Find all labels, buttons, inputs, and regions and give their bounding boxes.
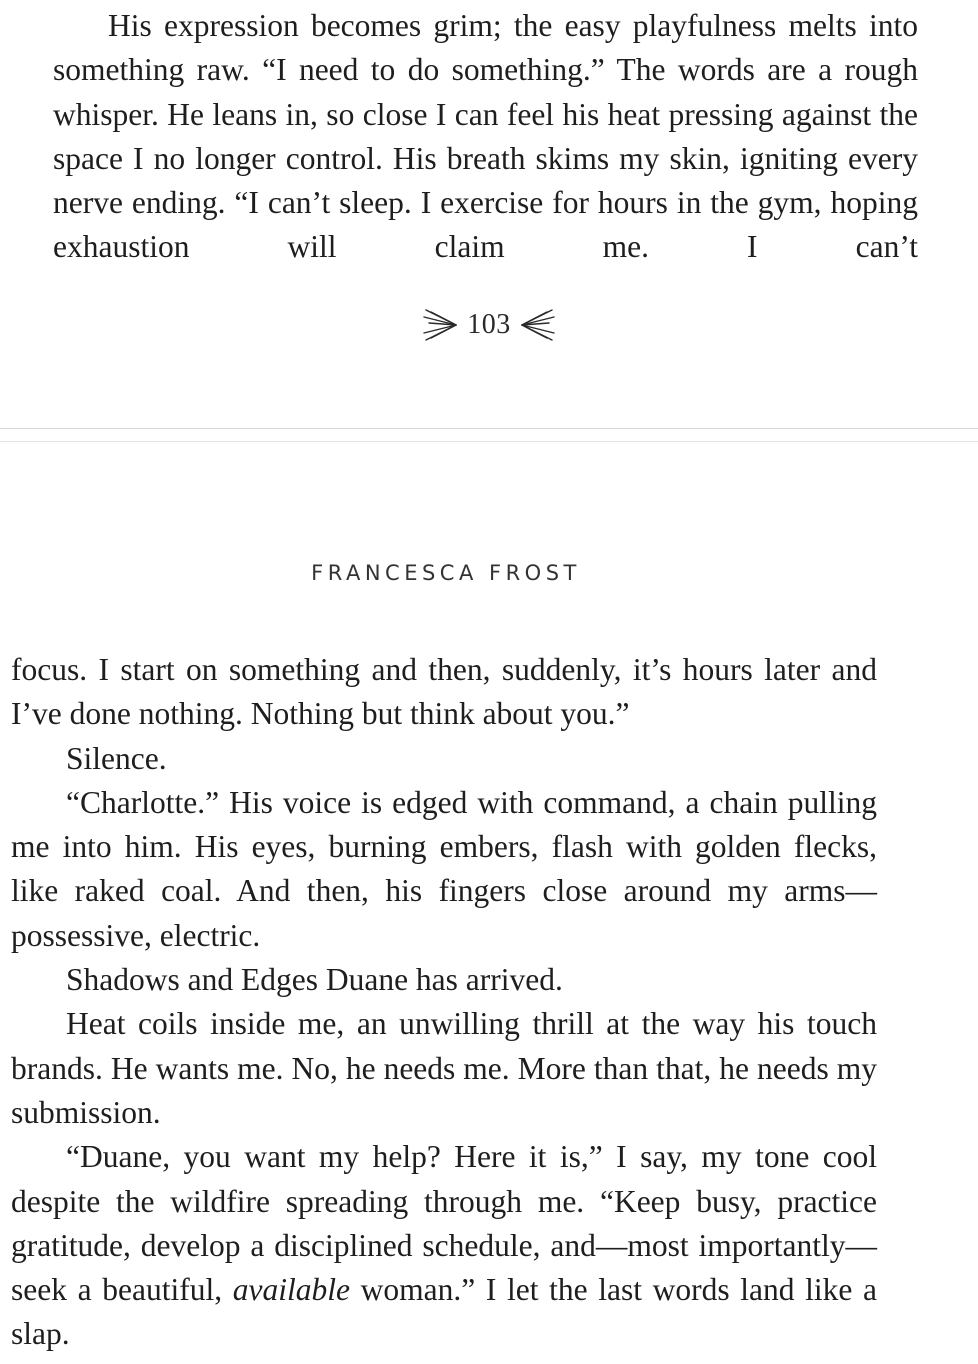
paragraph: focus. I start on something and then, suddenly, it’s hours later and I’ve done nothing. Nothing but think about you.” bbox=[11, 652, 877, 732]
previous-page bbox=[0, 0, 978, 428]
previous-page-text bbox=[53, 4, 918, 270]
page-number: 103 bbox=[467, 309, 511, 340]
text-run: “Duane, you want my help? Here it is,” I say, my tone cool despite the wildfire spreading through me. “Keep busy, practice gratitude, develop a disciplined schedule, and—most importantly—seek a beautiful, bbox=[11, 1139, 877, 1308]
paragraph: Shadows and Edges Duane has arrived. bbox=[66, 962, 563, 998]
current-page-text bbox=[11, 648, 877, 1357]
emphasized-word: available bbox=[232, 1272, 350, 1308]
running-head-author: FRANCESCA FROST bbox=[311, 561, 581, 585]
text-run: woman.” I let the last words land like a slap. bbox=[11, 1272, 877, 1352]
right-pointing-fan-ornament-icon bbox=[423, 308, 459, 342]
page-divider bbox=[0, 428, 978, 442]
current-page bbox=[0, 443, 978, 1364]
page-number-folio bbox=[0, 308, 978, 342]
paragraph: His expression becomes grim; the easy playfulness melts into something raw. “I need to do something.” The words are a rough whisper. He leans in, so close I can feel his heat pressing against the space I no longer control. His breath skims my skin, igniting every nerve ending. “I can’t sleep. I exercise for hours in the gym, hoping exhaustion will claim me. I can’t bbox=[53, 8, 918, 265]
paragraph: Heat coils inside me, an unwilling thrill at the way his touch brands. He wants me. No, he needs me. More than that, he needs my submission. bbox=[11, 1006, 877, 1130]
left-pointing-fan-ornament-icon bbox=[519, 308, 555, 342]
paragraph: Silence. bbox=[66, 740, 167, 776]
paragraph: “Charlotte.” His voice is edged with command, a chain pulling me into him. His eyes, burning embers, flash with golden flecks, like raked coal. And then, his fingers close around my arms—possessive, electric. bbox=[11, 784, 877, 953]
paragraph-last bbox=[11, 1135, 877, 1356]
